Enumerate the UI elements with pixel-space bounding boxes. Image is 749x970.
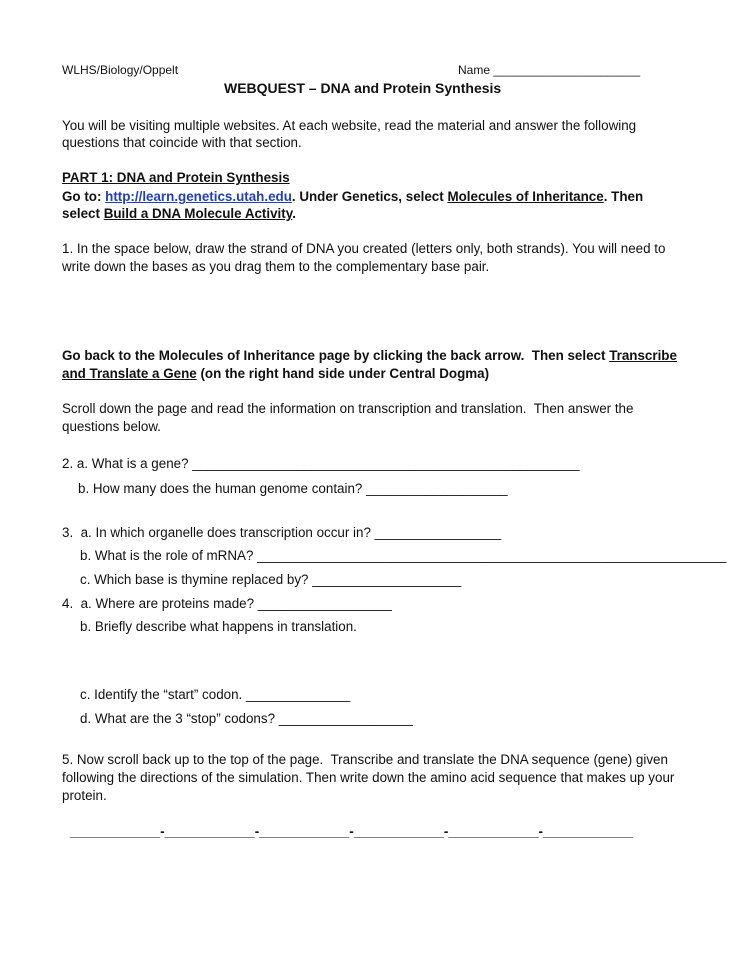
amino-acid-answer-line[interactable]: ____________-____________-____________-____________-____________-____________ <box>70 824 634 839</box>
question-3c[interactable]: c. Which base is thymine replaced by? ____________________ <box>80 572 462 587</box>
goto-then: . Then <box>603 189 644 204</box>
goback-rest: (on the right hand side under Central Dogma) <box>196 366 490 381</box>
question-4a[interactable]: 4. a. Where are proteins made? __________________ <box>62 596 392 611</box>
q5-line-1: 5. Now scroll back up to the top of the page. Transcribe and translate the DNA sequence (gene) given <box>62 752 668 767</box>
question-3a[interactable]: 3. a. In which organelle does transcription occur in? _________________ <box>62 525 502 540</box>
question-2b[interactable]: b. How many does the human genome contain? ___________________ <box>78 481 508 496</box>
transcribe-link-text: Transcribe <box>609 348 677 363</box>
q1-line-1: 1. In the space below, draw the strand of DNA you created (letters only, both strands). You will need to <box>62 241 666 256</box>
translate-gene-text: and Translate a Gene <box>62 366 197 381</box>
question-2a[interactable]: 2. a. What is a gene? ____________________________________________________ <box>62 456 580 471</box>
part1-heading: PART 1: DNA and Protein Synthesis <box>62 170 290 185</box>
goback-line-2 <box>62 366 489 382</box>
build-dna-activity: Build a DNA Molecule Activity <box>103 206 293 221</box>
molecules-of-inheritance: Molecules of Inheritance <box>447 189 604 204</box>
intro-line-2: questions that coincide with that section. <box>62 135 302 150</box>
header-course: WLHS/Biology/Oppelt <box>62 63 179 77</box>
question-3b[interactable]: b. What is the role of mRNA? _______________________________________________________________ <box>80 548 727 563</box>
question-4b: b. Briefly describe what happens in translation. <box>80 619 357 634</box>
q1-line-2: write down the bases as you drag them to the complementary base pair. <box>62 259 490 274</box>
intro-line-1: You will be visiting multiple websites. At each website, read the material and answer the following <box>62 118 637 133</box>
goto-prefix: Go to: <box>62 189 106 204</box>
page-title: WEBQUEST – DNA and Protein Synthesis <box>224 80 502 96</box>
question-4d[interactable]: d. What are the 3 “stop” codons? __________________ <box>80 711 413 726</box>
q5-line-2: following the directions of the simulation. Then write down the amino acid sequence that makes up your <box>62 770 675 785</box>
period: . <box>292 206 296 221</box>
scroll-line-2: questions below. <box>62 419 162 434</box>
scroll-line-1: Scroll down the page and read the information on transcription and translation. Then answer the <box>62 401 634 416</box>
name-field[interactable]: Name ______________________ <box>458 63 641 77</box>
question-4c[interactable]: c. Identify the “start” codon. ______________ <box>80 687 351 702</box>
goto-mid: . Under Genetics, select <box>291 189 448 204</box>
genetics-link[interactable]: http://learn.genetics.utah.edu <box>105 189 292 204</box>
part1-instructions-line-1 <box>62 189 643 205</box>
goback-line-1 <box>62 348 677 364</box>
q5-line-3: protein. <box>62 788 107 803</box>
select-word: select <box>62 206 104 221</box>
part1-instructions-line-2 <box>62 206 296 222</box>
goback-text: Go back to the Molecules of Inheritance page by clicking the back arrow. Then select <box>62 348 610 363</box>
